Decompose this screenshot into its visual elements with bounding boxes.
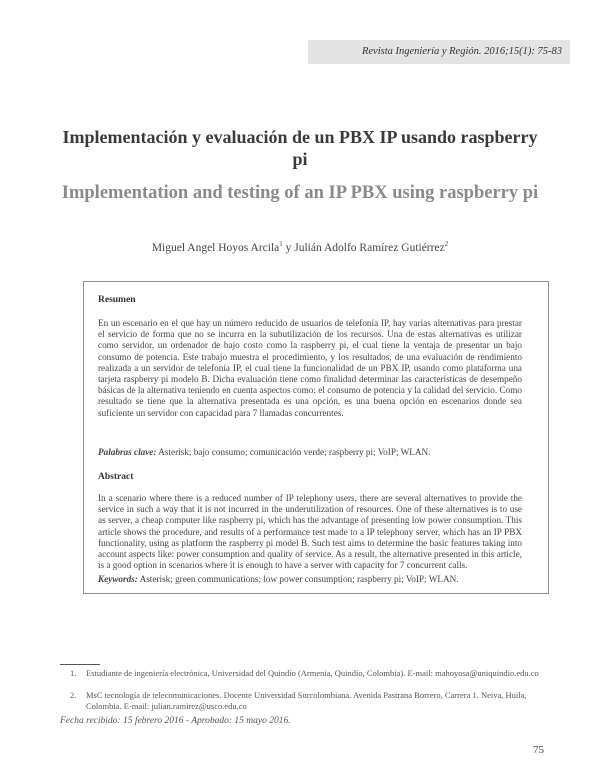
palabras-clave-label: Palabras clave: — [98, 447, 157, 457]
title-english: Implementation and testing of an IP PBX using raspberry pi — [61, 183, 539, 203]
author-name: Julián Adolfo Ramírez Gutiérrez — [294, 241, 445, 254]
footnote-text: MsC tecnología de telecomunicaciones. Docente Universidad Surcolombiana. Avenida Pastrana Borrero, Carrera 1. Neiva, Huila, Colombia. E-mail: julian.ramirez@usco.edu.co — [86, 690, 527, 711]
footnote-mark: 1 — [279, 240, 283, 248]
palabras-clave — [98, 446, 538, 458]
abstract-body: In a scenario where there is a reduced number of IP telephony users, there are several alternatives to provide the service in such a way that it is not incurred in the underutilization of resources. One of these alternatives is to use as server, a cheap computer like raspberry pi, which has the advantage of presenting low power consumption. This article shows the procedure, and results of a performance test made to a IP telephony server, which has an IP PBX functionality, using as platform the raspberry pi model B. Such test aims to determine the basic features taking into account aspects like: power consumption and quality of service. As a result, the alternative presented in this article, is a good option in scenarios where it is enough to have a server with capacity for 7 concurrent calls. — [98, 493, 522, 571]
journal-reference: Revista Ingeniería y Región. 2016;15(1): 75-83 — [308, 40, 570, 64]
author-joiner: y — [282, 241, 295, 254]
keywords — [98, 573, 538, 585]
title-spanish: Implementación y evaluación de un PBX IP usando raspberry pi — [62, 127, 538, 169]
footnote-rule — [60, 664, 100, 665]
received-approved-dates: Fecha recibido: 15 febrero 2016 - Aprobado: 15 mayo 2016. — [60, 716, 291, 726]
abstract-heading: Abstract — [98, 472, 134, 482]
footnote-number: 1. — [70, 668, 77, 678]
keywords-label: Keywords: — [98, 574, 138, 584]
footnote — [70, 690, 550, 711]
page-number: 75 — [533, 744, 544, 756]
footnote — [70, 668, 550, 679]
footnote-mark: 2 — [444, 240, 449, 248]
author-line — [60, 240, 540, 254]
palabras-clave-text: Asterisk; bajo consumo; comunicación verde; raspberry pi; VoIP; WLAN. — [156, 447, 431, 457]
resumen-heading: Resumen — [98, 295, 136, 305]
author-name: Miguel Angel Hoyos Arcila — [151, 241, 280, 254]
resumen-body: En un escenario en el que hay un número reducido de usuarios de telefonía IP, hay varias alternativas para prestar el servicio de forma que no se incurra en la subutilización de los recursos. Una de estas alternativas es utilizar como servidor, un ordenador de bajo costo como la raspberry pi, el cual tiene la ventaja de presentar un bajo consumo de potencia. Este trabajo muestra el procedimiento, y los resultados, de una evaluación de rendimiento realizada a un servidor de telefonía IP, el cual tiene la funcionalidad de un PBX IP, usando como plataforma una tarjeta raspberry pi modelo B. Dicha evaluación tiene como finalidad determinar las características de desempeño básicas de la alternativa teniendo en cuenta aspectos como: el consumo de potencia y la calidad del servicio. Como resultado se tiene que la alternativa presentada es una opción, es una buena opción en escenarios donde sea suficiente un servidor con capacidad para 7 llamadas concurrentes. — [98, 318, 522, 418]
keywords-text: Asterisk; green communications; low power consumption; raspberry pi; VoIP; WLAN. — [137, 574, 459, 584]
footnote-number: 2. — [70, 690, 77, 700]
footnote-text: Estudiante de ingeniería electrónica, Universidad del Quindío (Armenia, Quindío, Colombia). E-mail: mahoyosa@uniquindio.edu.co — [86, 668, 539, 678]
